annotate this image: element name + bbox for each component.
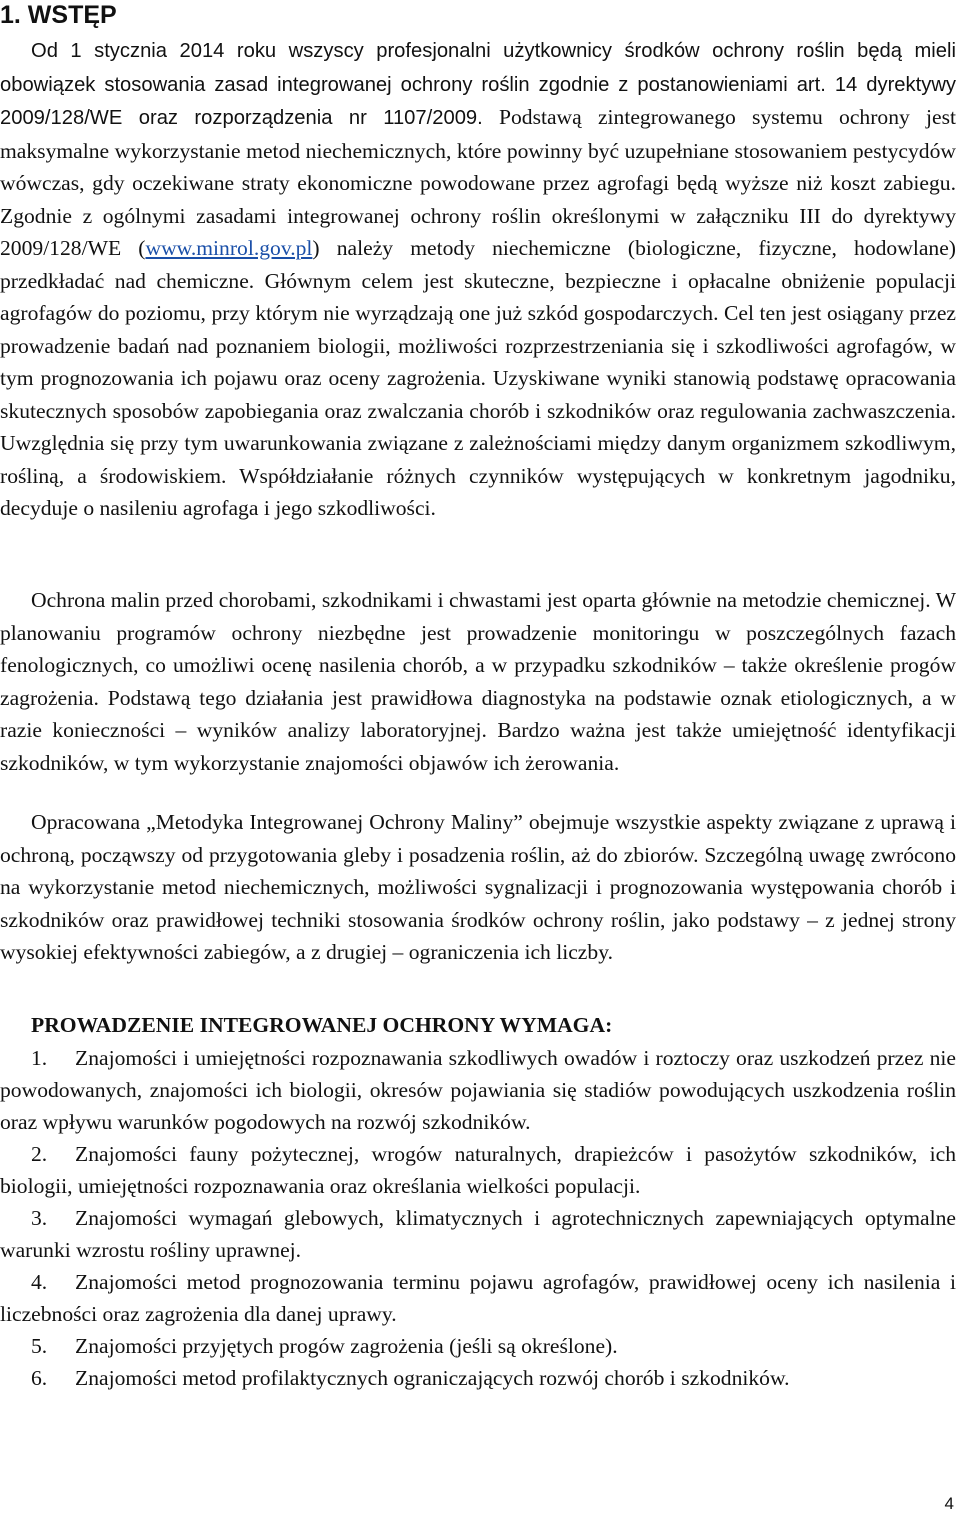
- list-item-number: 6.: [31, 1366, 48, 1390]
- intro-paragraph-continuation: ) należy metody niechemiczne (biologiczne, fizyczne, hodowlane) przedkładać nad chemiczne. Głównym celem jest skuteczne, bezpieczne i opłacalne obniżenie populacji agrofagów do poziomu, przy którym nie wyrządzają one już szkód gospodarczych. Cel ten jest osiągany przez prowadzenie badań nad poznaniem biologii, możliwości rozprzestrzeniania się i szkodliwości agrofagów, w tym prognozowania ich pojawu oraz oceny zagrożenia. Uzyskiwane wyniki stanowią podstawę opracowania skutecznych sposobów zapobiegania oraz zwalczania chorób i szkodników oraz regulowania zachwaszczenia. Uwzględnia się przy tym uwarunkowania związane z zależnościami między danym organizmem szkodliwym, rośliną, a środowiskiem. Współdziałanie różnych czynników występujących w konkretnym jagodniku, decyduje o nasileniu agrofaga i jego szkodliwości.: [0, 236, 956, 520]
- protection-paragraph: Ochrona malin przed chorobami, szkodnikami i chwastami jest oparta głównie na metodzie chemicznej. W planowaniu programów ochrony niezbędne jest prowadzenie monitoringu w poszczególnych fazach fenologicznych, co umożliwi ocenę nasilenia chorób, a w przypadku szkodników – także określenie progów zagrożenia. Podstawą tego działania jest prawidłowa diagnostyka na podstawie oznak etiologicznych, a w razie konieczności – wyników analizy laboratoryjnej. Bardzo ważna jest także umiejętność identyfikacji szkodników, w tym wykorzystanie znajomości objawów ich żerowania.: [0, 588, 956, 775]
- section-title: 1. WSTĘP: [0, 1, 117, 29]
- list-item-number: 4.: [31, 1270, 48, 1294]
- list-item-text: Znajomości metod profilaktycznych ograniczających rozwój chorób i szkodników.: [75, 1366, 790, 1390]
- intro-paragraph-body: Podstawą zintegrowanego systemu ochrony jest maksymalne wykorzystanie metod niechemicznych, które powinny być uzupełniane stosowaniem pestycydów wówczas, gdy oczekiwane straty ekonomiczne powodowane przez agrofagi będą wyższe niż koszt zabiegu. Zgodnie z ogólnymi zasadami integrowanej ochrony roślin określonymi w załączniku III do dyrektywy 2009/128/WE (: [0, 105, 956, 260]
- list-item-text: Znajomości przyjętych progów zagrożenia (jeśli są określone).: [75, 1334, 618, 1358]
- intro-paragraph-sentence: Od 1 stycznia 2014 roku wszyscy profesjonalni użytkownicy środków ochrony roślin będą mieli obowiązek stosowania zasad integrowanej ochrony roślin zgodnie z postanowieniami art. 14 dyrektywy 2009/128/WE oraz rozporządzenia nr 1107/2009.: [0, 40, 956, 129]
- list-item-text: Znajomości wymagań glebowych, klimatycznych i agrotechnicznych zapewniających optymalne warunki wzrostu rośliny uprawnej.: [0, 1206, 956, 1262]
- list-item: [0, 1362, 956, 1394]
- list-item: [0, 1330, 956, 1362]
- list-item: [0, 1042, 956, 1138]
- list-item: [0, 1266, 956, 1330]
- list-item-text: Znajomości i umiejętności rozpoznawania szkodliwych owadów i roztoczy oraz uszkodzeń przez nie powodowanych, znajomości ich biologii, okresów pojawiania się stadiów powodujących uszkodzenia roślin oraz wpływu warunków pogodowych na rozwój szkodników.: [0, 1046, 956, 1134]
- minrol-link[interactable]: www.minrol.gov.pl: [145, 236, 313, 260]
- intro-paragraph: [0, 34, 956, 525]
- list-item-number: 2.: [31, 1142, 48, 1166]
- list-item-text: Znajomości fauny pożytecznej, wrogów naturalnych, drapieżców i pasożytów szkodników, ich biologii, umiejętności rozpoznawania oraz określania wielkości populacji.: [0, 1142, 956, 1198]
- requirements-heading: PROWADZENIE INTEGROWANEJ OCHRONY WYMAGA:: [31, 1013, 613, 1037]
- list-item-number: 3.: [31, 1206, 48, 1230]
- list-item-text: Znajomości metod prognozowania terminu pojawu agrofagów, prawidłowej oceny ich nasilenia i liczebności oraz zagrożenia dla danej uprawy.: [0, 1270, 956, 1326]
- list-item: [0, 1202, 956, 1266]
- list-item-number: 1.: [31, 1046, 48, 1070]
- requirements-list: [0, 1042, 956, 1394]
- list-item-number: 5.: [31, 1334, 48, 1358]
- page-number: 4: [944, 1494, 954, 1513]
- list-item: [0, 1138, 956, 1202]
- methodology-paragraph: Opracowana „Metodyka Integrowanej Ochrony Maliny” obejmuje wszystkie aspekty związane z uprawą i ochroną, począwszy od przygotowania gleby i posadzenia roślin, aż do zbiorów. Szczególną uwagę zwrócono na wykorzystanie metod niechemicznych, możliwości sygnalizacji i prognozowania występowania chorób i szkodników oraz prawidłowej techniki stosowania środków ochrony roślin, jako podstawy – z jednej strony wysokiej efektywności zabiegów, a z drugiej – ograniczenia ich liczby.: [0, 810, 956, 964]
